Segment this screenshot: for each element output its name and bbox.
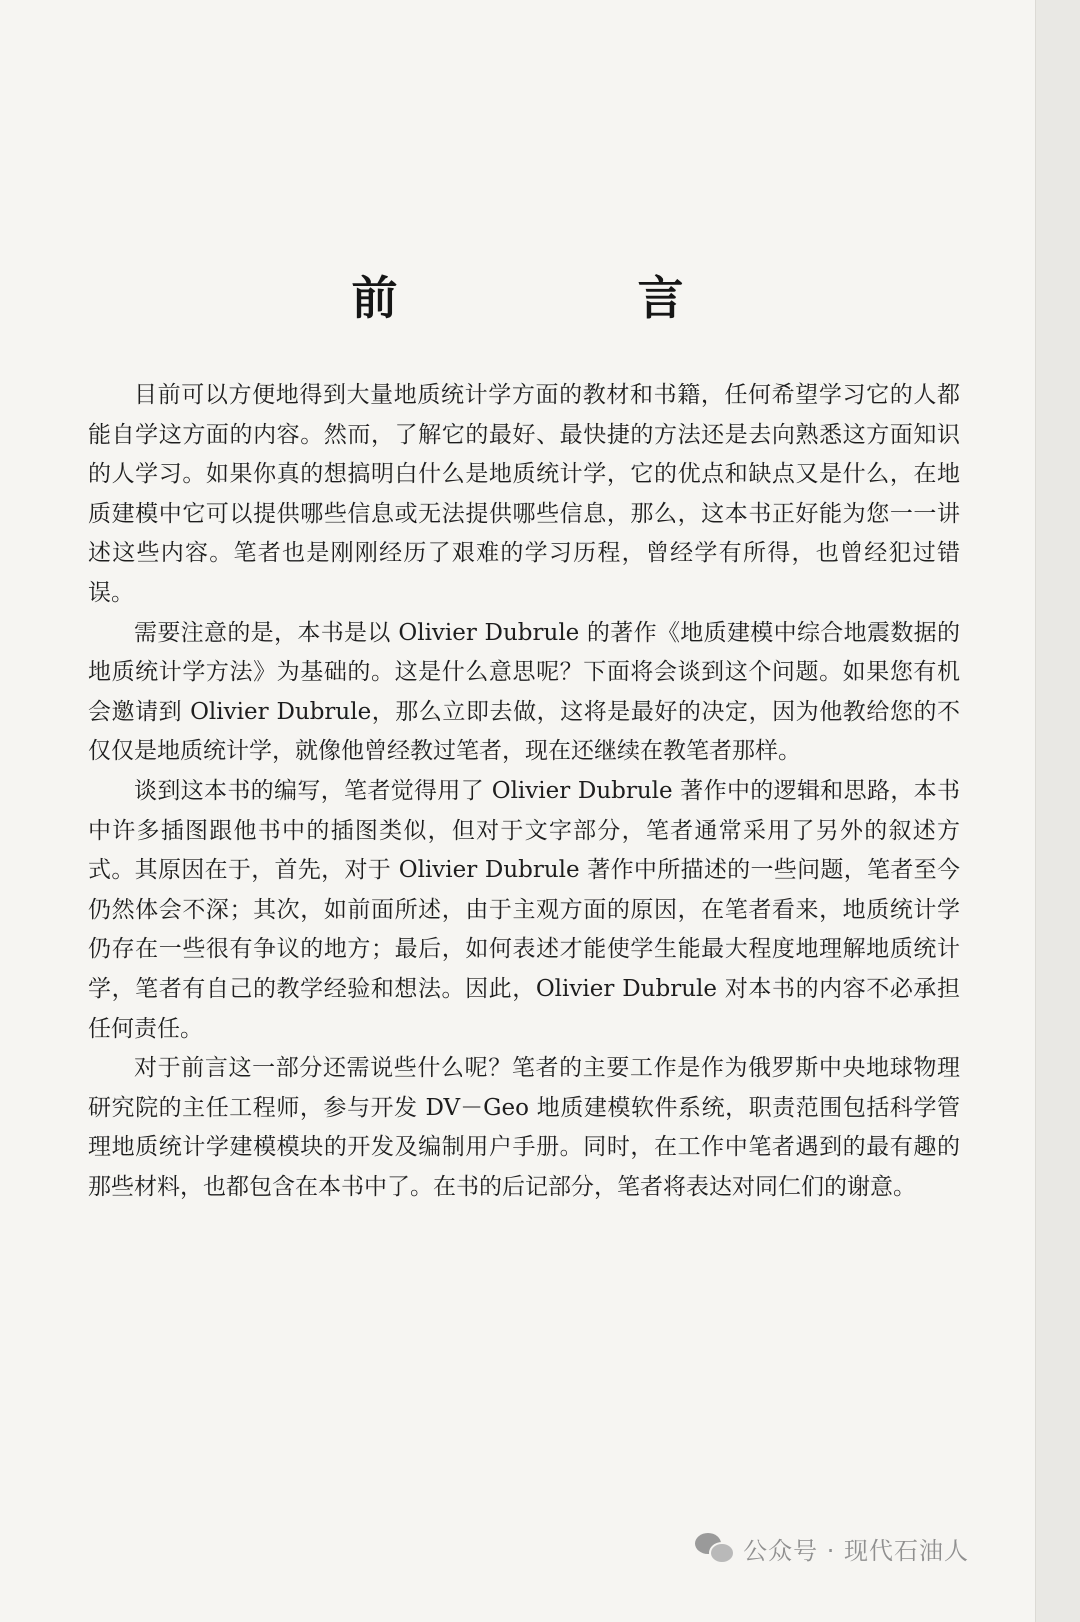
paragraph-2: 需要注意的是，本书是以 Olivier Dubrule 的著作《地质建模中综合地震数据的地质统计学方法》为基础的。这是什么意思呢？下面将会谈到这个问题。如果您有机会邀请到 Olivier Dubrule，那么立即去做，这将是最好的决定，因为他教给您的不仅仅是地质统计学，就像他曾经教过笔者，现在还继续在教笔者那样。 [88,619,960,765]
paragraph-1: 目前可以方便地得到大量地质统计学方面的教材和书籍，任何希望学习它的人都能自学这方面的内容。然而，了解它的最好、最快捷的方法还是去向熟悉这方面知识的人学习。如果你真的想搞明白什么是地质统计学，它的优点和缺点又是什么，在地质建模中它可以提供哪些信息或无法提供哪些信息，那么，这本书正好能为您一一讲述这些内容。笔者也是刚刚经历了艰难的学习历程，曾经学有所得，也曾经犯过错误。 [88,382,960,606]
wechat-icon [695,1533,733,1563]
watermark-text: 公众号 · 现代石油人 [743,1536,969,1565]
wechat-watermark [695,1528,969,1568]
paragraph-4: 对于前言这一部分还需说些什么呢？笔者的主要工作是作为俄罗斯中央地球物理研究院的主任工程师，参与开发 DV－Geo 地质建模软件系统，职责范围包括科学管理地质统计学建模模块的开发及编制用户手册。同时，在工作中笔者遇到的最有趣的那些材料，也都包含在本书中了。在书的后记部分，笔者将表达对同仁们的谢意。 [88,1055,960,1200]
preface-body [88,376,960,1207]
page-title: 前 言 [351,271,796,325]
paragraph-3: 谈到这本书的编写，笔者觉得用了 Olivier Dubrule 著作中的逻辑和思路，本书中许多插图跟他书中的插图类似，但对于文字部分，笔者通常采用了另外的叙述方式。其原因在于，首先，对于 Olivier Dubrule 著作中所描述的一些问题，笔者至今仍然体会不深；其次，如前面所述，由于主观方面的原因，在笔者看来，地质统计学仍存在一些很有争议的地方；最后，如何表述才能使学生能最大程度地理解地质统计学，笔者有自己的教学经验和想法。因此，Olivier Dubrule 对本书的内容不必承担任何责任。 [88,777,960,1042]
